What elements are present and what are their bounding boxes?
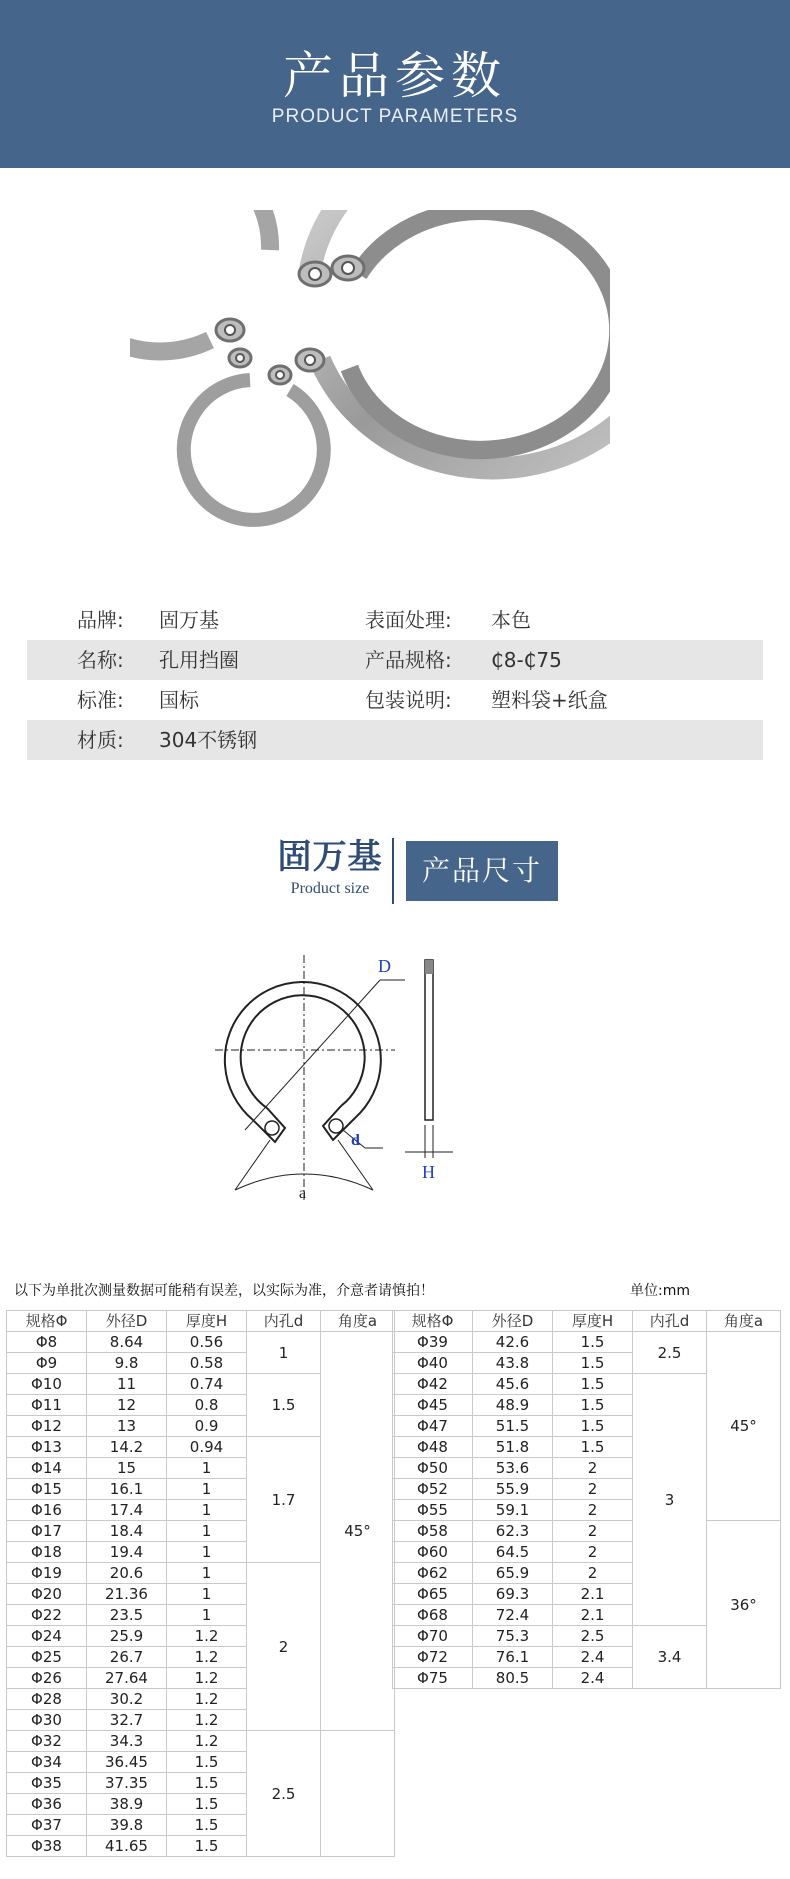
- spec-cell: Φ50: [393, 1458, 473, 1479]
- outer-diameter-cell: 17.4: [87, 1500, 167, 1521]
- spec-cell: Φ22: [7, 1605, 87, 1626]
- outer-diameter-cell: 34.3: [87, 1731, 167, 1752]
- spec-cell: Φ32: [7, 1731, 87, 1752]
- outer-diameter-cell: 64.5: [473, 1542, 553, 1563]
- thickness-cell: 0.94: [167, 1437, 247, 1458]
- col-header: 厚度H: [167, 1311, 247, 1332]
- table-row: [393, 1521, 781, 1542]
- col-header: 外径D: [87, 1311, 167, 1332]
- table-row: [7, 1332, 395, 1353]
- outer-diameter-cell: 72.4: [473, 1605, 553, 1626]
- spec-cell: Φ34: [7, 1752, 87, 1773]
- thickness-cell: 2: [553, 1500, 633, 1521]
- spec-value: 固万基: [159, 608, 219, 632]
- divider: [392, 838, 394, 904]
- spec-value: ₵8-₵75: [491, 648, 562, 672]
- spec-cell: Φ47: [393, 1416, 473, 1437]
- thickness-cell: 1.5: [167, 1815, 247, 1836]
- spec-cell: Φ17: [7, 1521, 87, 1542]
- spec-cell: Φ75: [393, 1668, 473, 1689]
- col-header: 规格Φ: [393, 1311, 473, 1332]
- unit-label: 单位:mm: [630, 1283, 690, 1299]
- spec-value: 本色: [491, 608, 531, 632]
- thickness-cell: 1.5: [167, 1752, 247, 1773]
- spec-row: [27, 680, 763, 720]
- outer-diameter-cell: 20.6: [87, 1563, 167, 1584]
- spec-key: 产品规格:: [365, 648, 452, 672]
- thickness-cell: 2: [553, 1542, 633, 1563]
- thickness-cell: 1: [167, 1563, 247, 1584]
- spec-value: 304不锈钢: [159, 728, 258, 752]
- spec-cell: Φ62: [393, 1563, 473, 1584]
- outer-diameter-cell: 51.8: [473, 1437, 553, 1458]
- outer-diameter-cell: 59.1: [473, 1500, 553, 1521]
- thickness-cell: 2: [553, 1521, 633, 1542]
- spec-cell: Φ13: [7, 1437, 87, 1458]
- brand-subtitle: Product size: [290, 880, 370, 897]
- spec-row: [27, 640, 763, 680]
- label-H: H: [422, 1162, 435, 1182]
- header-banner: [0, 0, 790, 168]
- outer-diameter-cell: 32.7: [87, 1710, 167, 1731]
- spec-cell: Φ28: [7, 1689, 87, 1710]
- inner-hole-cell: 3.4: [633, 1626, 707, 1689]
- circlip-rings-photo: [130, 210, 610, 550]
- spec-cell: Φ42: [393, 1374, 473, 1395]
- thickness-cell: 1.2: [167, 1647, 247, 1668]
- thickness-cell: 1.5: [553, 1353, 633, 1374]
- outer-diameter-cell: 51.5: [473, 1416, 553, 1437]
- thickness-cell: 1.2: [167, 1689, 247, 1710]
- spec-cell: Φ35: [7, 1773, 87, 1794]
- spec-cell: Φ70: [393, 1626, 473, 1647]
- outer-diameter-cell: 42.6: [473, 1332, 553, 1353]
- thickness-cell: 2.4: [553, 1647, 633, 1668]
- outer-diameter-cell: 18.4: [87, 1521, 167, 1542]
- outer-diameter-cell: 37.35: [87, 1773, 167, 1794]
- inner-hole-cell: 2: [247, 1563, 321, 1731]
- inner-hole-cell: 2.5: [633, 1332, 707, 1374]
- spec-row: [27, 600, 763, 640]
- thickness-cell: 1: [167, 1479, 247, 1500]
- col-header: 规格Φ: [7, 1311, 87, 1332]
- col-header: 内孔d: [247, 1311, 321, 1332]
- thickness-cell: 1: [167, 1542, 247, 1563]
- outer-diameter-cell: 25.9: [87, 1626, 167, 1647]
- spec-cell: Φ15: [7, 1479, 87, 1500]
- label-a: a: [299, 1185, 307, 1202]
- thickness-cell: 1.5: [167, 1836, 247, 1857]
- col-header: 厚度H: [553, 1311, 633, 1332]
- col-header: 角度a: [707, 1311, 781, 1332]
- outer-diameter-cell: 76.1: [473, 1647, 553, 1668]
- spec-cell: Φ39: [393, 1332, 473, 1353]
- thickness-cell: 2: [553, 1479, 633, 1500]
- table-row: [7, 1731, 395, 1752]
- outer-diameter-cell: 26.7: [87, 1647, 167, 1668]
- inner-hole-cell: 2.5: [247, 1731, 321, 1857]
- thickness-cell: 1.2: [167, 1626, 247, 1647]
- spec-cell: Φ9: [7, 1353, 87, 1374]
- thickness-cell: 1.5: [553, 1374, 633, 1395]
- outer-diameter-cell: 11: [87, 1374, 167, 1395]
- spec-cell: Φ72: [393, 1647, 473, 1668]
- thickness-cell: 0.9: [167, 1416, 247, 1437]
- spec-cell: Φ25: [7, 1647, 87, 1668]
- outer-diameter-cell: 38.9: [87, 1794, 167, 1815]
- outer-diameter-cell: 8.64: [87, 1332, 167, 1353]
- outer-diameter-cell: 69.3: [473, 1584, 553, 1605]
- label-d: d: [351, 1132, 360, 1149]
- outer-diameter-cell: 39.8: [87, 1815, 167, 1836]
- spec-cell: Φ10: [7, 1374, 87, 1395]
- outer-diameter-cell: 43.8: [473, 1353, 553, 1374]
- spec-cell: Φ16: [7, 1500, 87, 1521]
- dimension-diagram: [215, 930, 555, 1210]
- spec-cell: Φ20: [7, 1584, 87, 1605]
- outer-diameter-cell: 48.9: [473, 1395, 553, 1416]
- outer-diameter-cell: 80.5: [473, 1668, 553, 1689]
- measurement-note: 以下为单批次测量数据可能稍有误差，以实际为准，介意者请慎拍！: [14, 1283, 434, 1299]
- table-row: [393, 1332, 781, 1353]
- outer-diameter-cell: 19.4: [87, 1542, 167, 1563]
- spec-value: 国标: [159, 688, 199, 712]
- outer-diameter-cell: 12: [87, 1395, 167, 1416]
- outer-diameter-cell: 14.2: [87, 1437, 167, 1458]
- banner-title: 产品参数: [283, 47, 507, 105]
- thickness-cell: 2: [553, 1458, 633, 1479]
- thickness-cell: 1.5: [167, 1773, 247, 1794]
- outer-diameter-cell: 45.6: [473, 1374, 553, 1395]
- spec-cell: Φ68: [393, 1605, 473, 1626]
- spec-cell: Φ48: [393, 1437, 473, 1458]
- outer-diameter-cell: 53.6: [473, 1458, 553, 1479]
- brand-logo-text: 固万基: [277, 837, 383, 877]
- outer-diameter-cell: 15: [87, 1458, 167, 1479]
- inner-hole-cell: 3: [633, 1374, 707, 1626]
- spec-cell: Φ55: [393, 1500, 473, 1521]
- outer-diameter-cell: 41.65: [87, 1836, 167, 1857]
- size-table-left: [6, 1310, 395, 1857]
- outer-diameter-cell: 62.3: [473, 1521, 553, 1542]
- thickness-cell: 1.5: [553, 1437, 633, 1458]
- thickness-cell: 1.2: [167, 1710, 247, 1731]
- spec-table: [27, 600, 763, 760]
- spec-cell: Φ11: [7, 1395, 87, 1416]
- spec-cell: Φ37: [7, 1815, 87, 1836]
- spec-cell: Φ38: [7, 1836, 87, 1857]
- product-size-header: [0, 838, 790, 908]
- banner-subtitle: PRODUCT PARAMETERS: [271, 106, 519, 127]
- thickness-cell: 2.1: [553, 1584, 633, 1605]
- angle-cell: [321, 1731, 395, 1857]
- section-title: 产品尺寸: [406, 841, 558, 901]
- outer-diameter-cell: 21.36: [87, 1584, 167, 1605]
- outer-diameter-cell: 30.2: [87, 1689, 167, 1710]
- thickness-cell: 0.56: [167, 1332, 247, 1353]
- thickness-cell: 1: [167, 1521, 247, 1542]
- spec-cell: Φ52: [393, 1479, 473, 1500]
- spec-cell: Φ36: [7, 1794, 87, 1815]
- col-header: 角度a: [321, 1311, 395, 1332]
- size-table-right: [392, 1310, 781, 1689]
- thickness-cell: 2.5: [553, 1626, 633, 1647]
- inner-hole-cell: 1.5: [247, 1374, 321, 1437]
- thickness-cell: 0.58: [167, 1353, 247, 1374]
- outer-diameter-cell: 55.9: [473, 1479, 553, 1500]
- thickness-cell: 1.5: [553, 1395, 633, 1416]
- thickness-cell: 0.8: [167, 1395, 247, 1416]
- spec-cell: Φ26: [7, 1668, 87, 1689]
- outer-diameter-cell: 36.45: [87, 1752, 167, 1773]
- outer-diameter-cell: 75.3: [473, 1626, 553, 1647]
- spec-cell: Φ8: [7, 1332, 87, 1353]
- spec-key: 品牌:: [77, 608, 124, 632]
- thickness-cell: 2.1: [553, 1605, 633, 1626]
- angle-cell: 36°: [707, 1521, 781, 1689]
- thickness-cell: 0.74: [167, 1374, 247, 1395]
- thickness-cell: 1: [167, 1584, 247, 1605]
- angle-cell: 45°: [321, 1332, 395, 1731]
- outer-diameter-cell: 65.9: [473, 1563, 553, 1584]
- outer-diameter-cell: 16.1: [87, 1479, 167, 1500]
- spec-cell: Φ65: [393, 1584, 473, 1605]
- outer-diameter-cell: 9.8: [87, 1353, 167, 1374]
- thickness-cell: 1: [167, 1605, 247, 1626]
- thickness-cell: 1.5: [553, 1416, 633, 1437]
- spec-cell: Φ19: [7, 1563, 87, 1584]
- thickness-cell: 1: [167, 1500, 247, 1521]
- spec-cell: Φ24: [7, 1626, 87, 1647]
- spec-key: 包装说明:: [365, 688, 452, 712]
- spec-cell: Φ18: [7, 1542, 87, 1563]
- spec-row: [27, 720, 763, 760]
- thickness-cell: 1.2: [167, 1731, 247, 1752]
- spec-cell: Φ45: [393, 1395, 473, 1416]
- inner-hole-cell: 1: [247, 1332, 321, 1374]
- thickness-cell: 1: [167, 1458, 247, 1479]
- col-header: 外径D: [473, 1311, 553, 1332]
- spec-key: 标准:: [77, 688, 124, 712]
- spec-cell: Φ60: [393, 1542, 473, 1563]
- thickness-cell: 2.4: [553, 1668, 633, 1689]
- spec-cell: Φ40: [393, 1353, 473, 1374]
- spec-cell: Φ14: [7, 1458, 87, 1479]
- thickness-cell: 2: [553, 1563, 633, 1584]
- outer-diameter-cell: 23.5: [87, 1605, 167, 1626]
- spec-value: 塑料袋+纸盒: [491, 688, 608, 712]
- thickness-cell: 1.2: [167, 1668, 247, 1689]
- outer-diameter-cell: 13: [87, 1416, 167, 1437]
- angle-cell: 45°: [707, 1332, 781, 1521]
- inner-hole-cell: 1.7: [247, 1437, 321, 1563]
- spec-cell: Φ30: [7, 1710, 87, 1731]
- spec-key: 表面处理:: [365, 608, 452, 632]
- spec-cell: Φ12: [7, 1416, 87, 1437]
- thickness-cell: 1.5: [167, 1794, 247, 1815]
- label-D: D: [378, 956, 391, 976]
- thickness-cell: 1.5: [553, 1332, 633, 1353]
- col-header: 内孔d: [633, 1311, 707, 1332]
- spec-key: 名称:: [77, 648, 124, 672]
- spec-value: 孔用挡圈: [159, 648, 239, 672]
- spec-key: 材质:: [77, 728, 124, 752]
- outer-diameter-cell: 27.64: [87, 1668, 167, 1689]
- spec-cell: Φ58: [393, 1521, 473, 1542]
